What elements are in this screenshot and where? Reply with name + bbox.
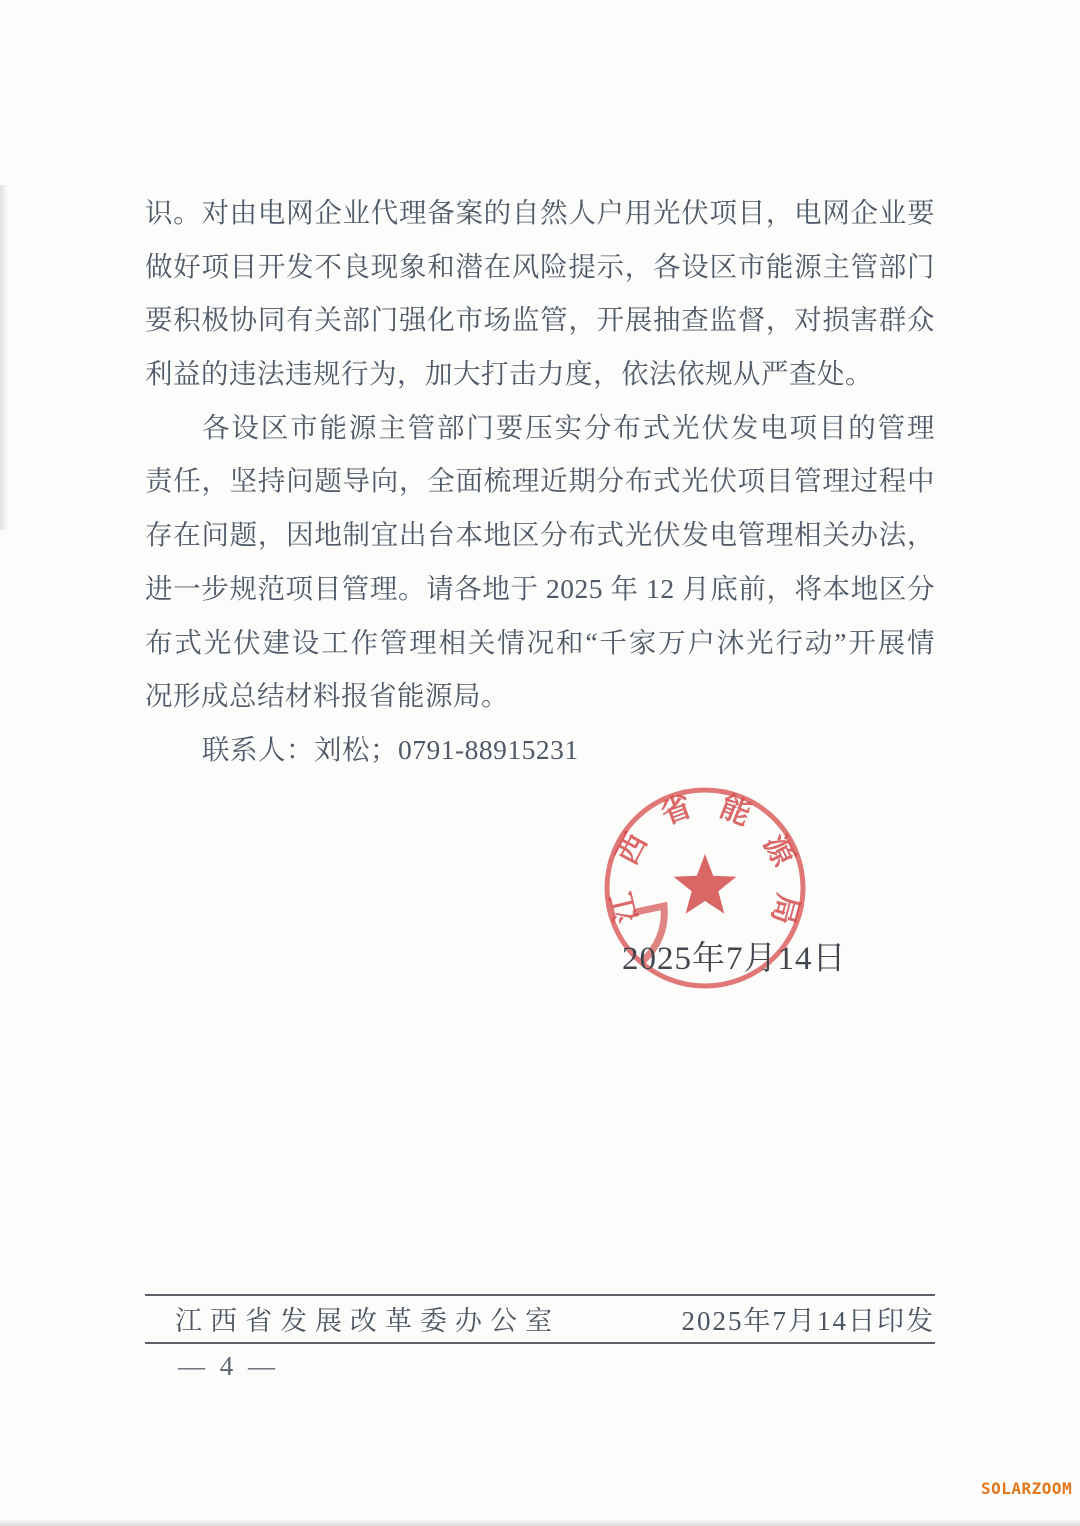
text-line: 做好项目开发不良现象和潜在风险提示，各设区市能源主管部门 (145, 250, 935, 282)
page-number: — 4 — (178, 1351, 279, 1381)
text-line: 识。对由电网企业代理备案的自然人户用光伏项目，电网企业要 (145, 197, 935, 228)
text-line: 进一步规范项目管理。请各地于 2025 年 12 月底前，将本地区分 (145, 572, 935, 604)
footer-divider-bottom (145, 1342, 935, 1344)
seal-star-icon (674, 854, 737, 914)
text-line: 联系人：刘松；0791-88915231 (202, 733, 579, 765)
text-line: 各设区市能源主管部门要压实分布式光伏发电项目的管理 (202, 411, 935, 443)
footer-issuer: 江西省发展改革委办公室 (175, 1306, 560, 1336)
text-line: 况形成总结材料报省能源局。 (145, 680, 509, 712)
seal-date: 2025年7月14日 (622, 941, 847, 977)
footer-divider-top (145, 1294, 935, 1296)
seal-agency-textpath: 江西省能源局 (605, 789, 805, 928)
text-line: 利益的违法违规行为，加大打击力度，依法依规从严查处。 (145, 358, 873, 390)
watermark-solarzoom: SOLARZOOM (981, 1479, 1073, 1498)
official-seal (600, 782, 847, 994)
text-line: 责任，坚持问题导向，全面梳理近期分布式光伏项目管理过程中 (145, 465, 935, 497)
document-body (145, 186, 935, 777)
text-line: 布式光伏建设工作管理相关情况和“千家万户沐光行动”开展情 (145, 626, 935, 658)
footer-row (145, 1302, 935, 1340)
text-line: 要积极协同有关部门强化市场监管，开展抽查监督，对损害群众 (145, 304, 935, 336)
text-line: 存在问题，因地制宜出台本地区分布式光伏发电管理相关办法， (145, 519, 935, 551)
scan-edge-bottom (0, 1519, 1080, 1526)
scan-edge-left (0, 185, 8, 530)
footer-print-date: 2025年7月14日印发 (681, 1306, 935, 1336)
